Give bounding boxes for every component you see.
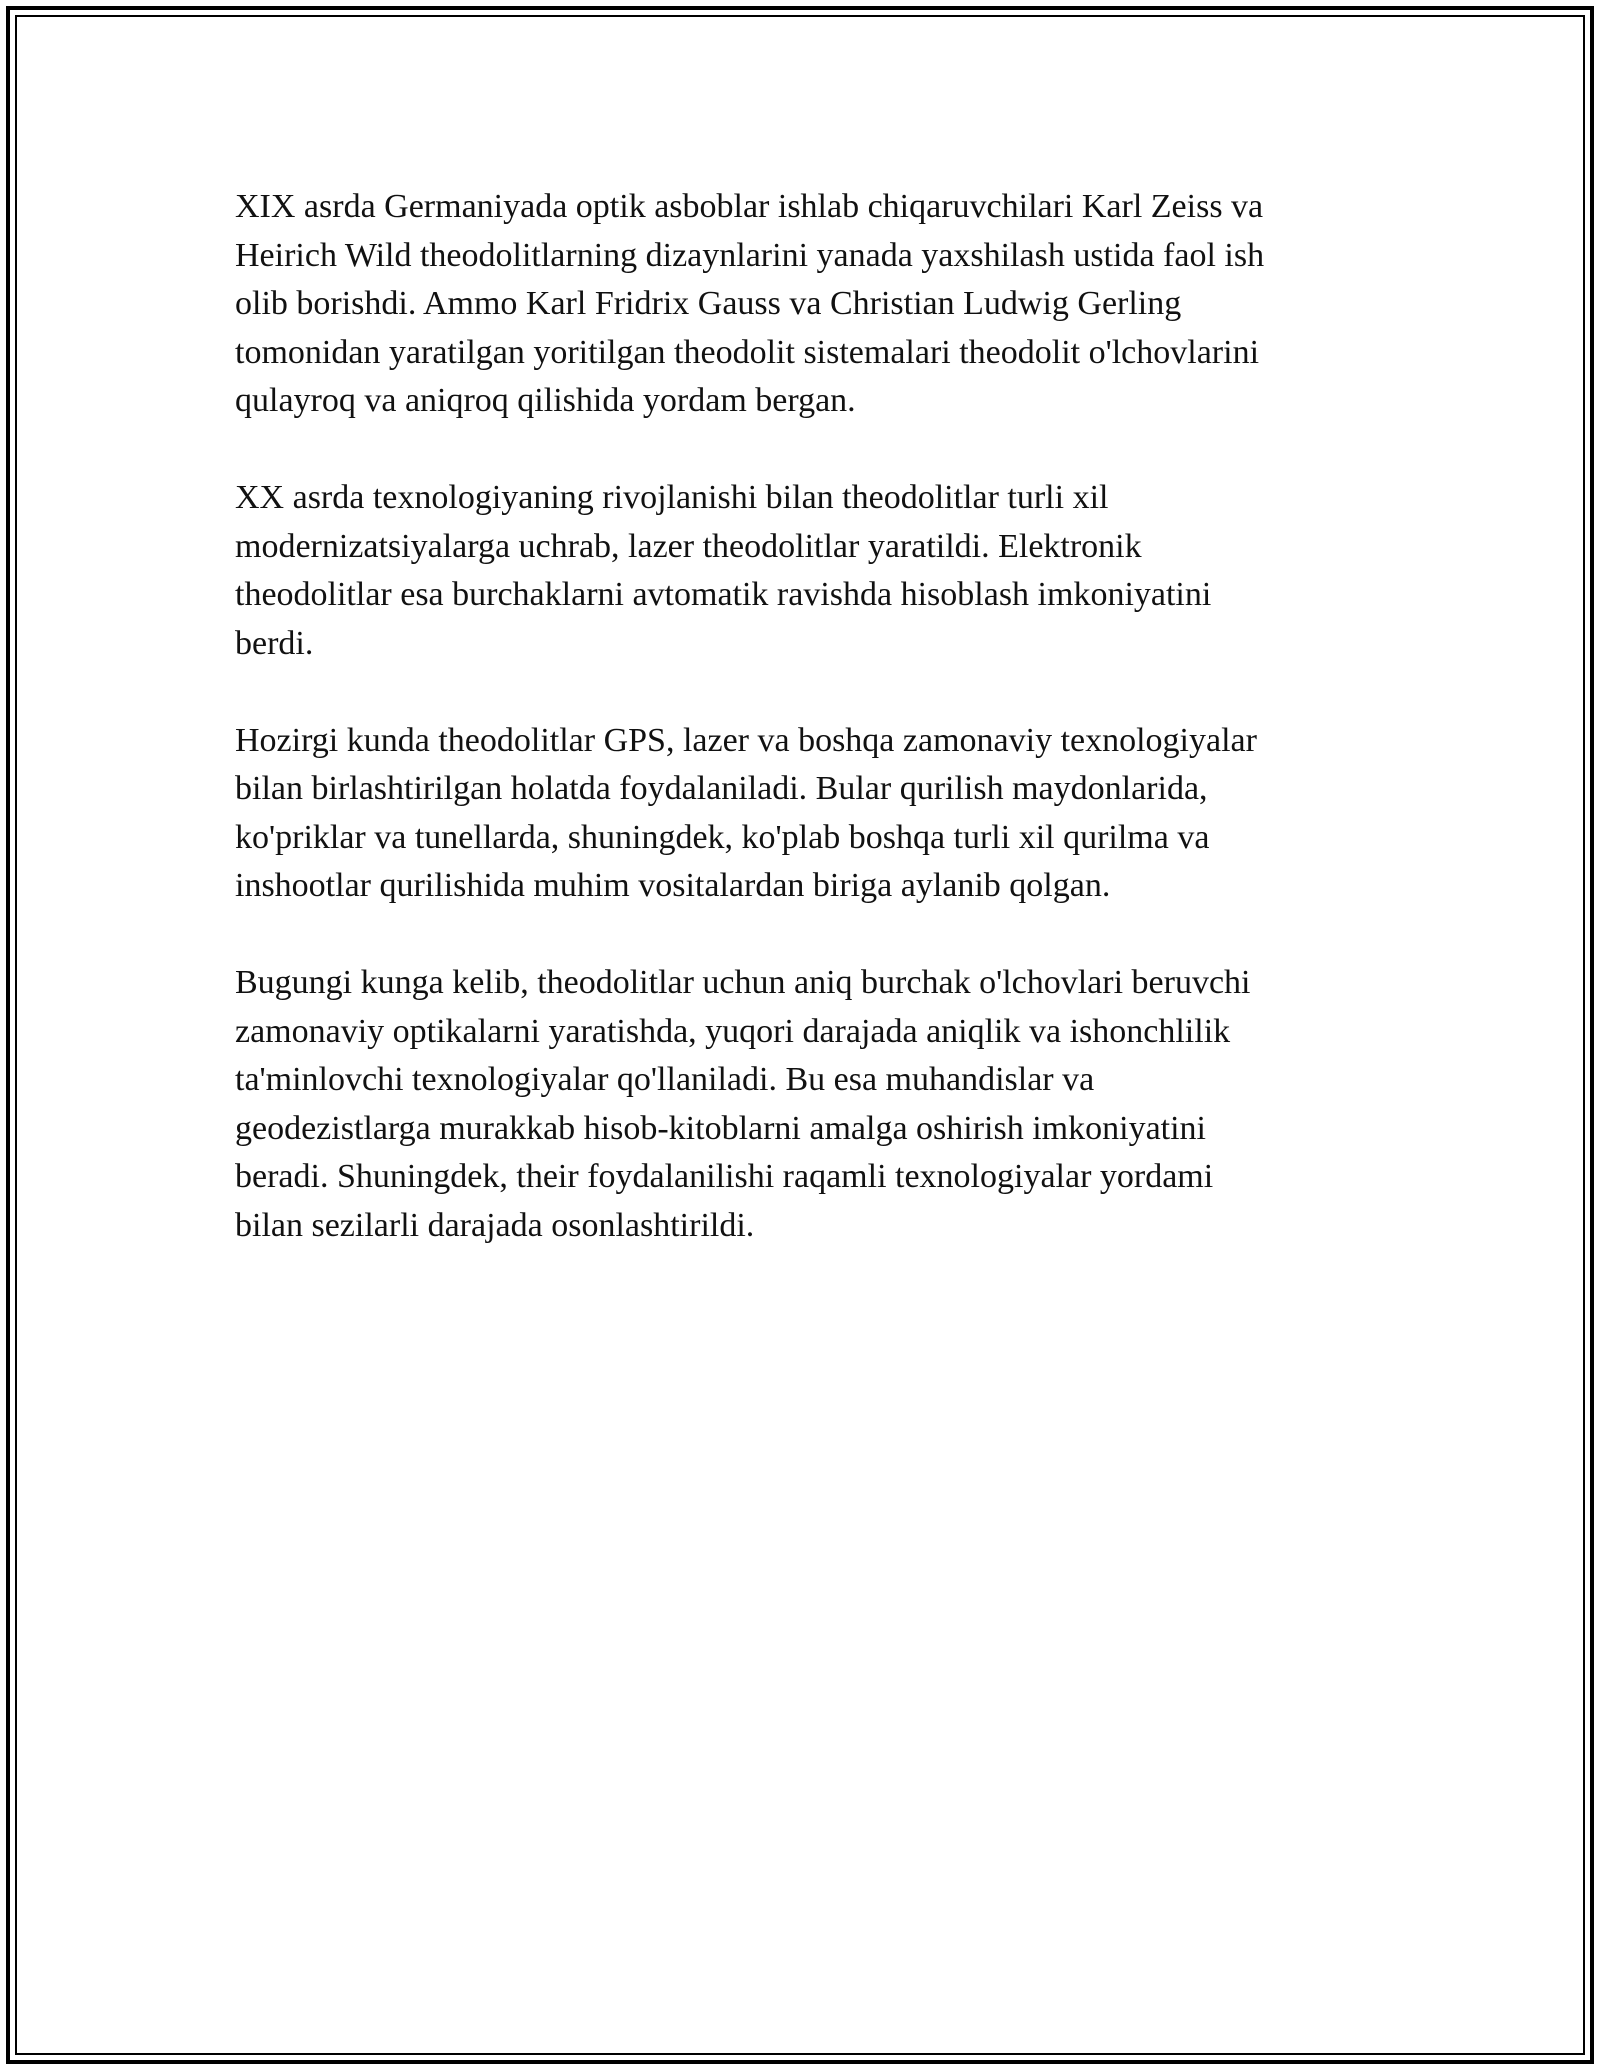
text-line: inshootlar qurilishida muhim vositalardan biriga aylanib qolgan.	[235, 867, 1111, 904]
text-line: XIX asrda Germaniyada optik asboblar ishlab chiqaruvchilari Karl Zeiss va	[235, 188, 1264, 225]
text-line: berdi.	[235, 624, 314, 662]
paragraph-4	[235, 959, 1365, 1250]
text-line: bilan birlashtirilgan holatda foydalaniladi. Bular qurilish maydonlarida,	[235, 770, 1208, 807]
text-line: Heirich Wild theodolitlarning dizaynlarini yanada yaxshilash ustida faol ish	[235, 236, 1265, 274]
text-line: tomonidan yaratilgan yoritilgan theodolit sistemalari theodolit o'lchovlarini	[235, 333, 1260, 371]
paragraph-2	[235, 474, 1365, 668]
document-body	[235, 183, 1365, 1299]
text-line: qulayroq va aniqroq qilishida yordam bergan.	[235, 382, 856, 419]
text-line: olib borishdi. Ammo Karl Fridrix Gauss va Christian Ludwig Gerling	[235, 285, 1182, 322]
text-line: geodezistlarga murakkab hisob-kitoblarni amalga oshirish imkoniyatini	[235, 1109, 1206, 1147]
paragraph-3	[235, 717, 1365, 911]
paragraph-1	[235, 183, 1365, 426]
text-line: beradi. Shuningdek, their foydalanilishi raqamli texnologiyalar yordami	[235, 1158, 1214, 1195]
text-line: Bugungi kunga kelib, theodolitlar uchun aniq burchak o'lchovlari beruvchi	[235, 964, 1251, 1001]
text-line: bilan sezilarli darajada osonlashtirildi.	[235, 1206, 755, 1244]
text-line: ta'minlovchi texnologiyalar qo'llaniladi. Bu esa muhandislar va	[235, 1061, 1095, 1098]
text-line: XX asrda texnologiyaning rivojlanishi bilan theodolitlar turli xil	[235, 479, 1109, 516]
text-line: zamonaviy optikalarni yaratishda, yuqori darajada aniqlik va ishonchlilik	[235, 1012, 1231, 1050]
text-line: ko'priklar va tunellarda, shuningdek, ko'plab boshqa turli xil qurilma va	[235, 818, 1210, 856]
text-line: Hozirgi kunda theodolitlar GPS, lazer va boshqa zamonaviy texnologiyalar	[235, 721, 1257, 759]
text-line: theodolitlar esa burchaklarni avtomatik ravishda hisoblash imkoniyatini	[235, 576, 1212, 613]
text-line: modernizatsiyalarga uchrab, lazer theodolitlar yaratildi. Elektronik	[235, 527, 1142, 565]
